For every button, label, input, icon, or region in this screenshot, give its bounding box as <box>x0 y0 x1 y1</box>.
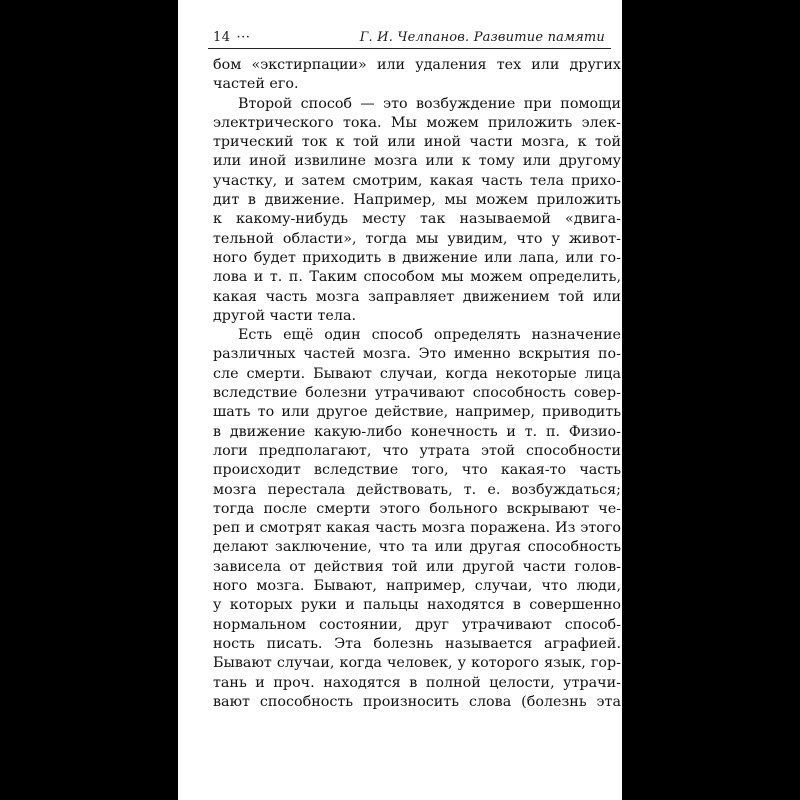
page-number-dots: ··· <box>236 30 251 45</box>
text-line: тельной области», тогда мы увидим, что у живот- <box>213 230 621 247</box>
body-text <box>213 56 621 712</box>
text-line: или иной извилине мозга или к тому или другому <box>213 153 621 170</box>
right-black-margin <box>622 0 800 800</box>
text-line: сле смерти. Бывают случаи, когда некоторые лица <box>213 365 621 382</box>
text-line: бом «экстирпации» или удаления тех или других <box>213 57 621 73</box>
header-rule <box>208 48 611 49</box>
book-page <box>178 0 622 800</box>
text-line: дит в движение. Например, мы можем приложить <box>213 192 621 209</box>
text-line: тань и проч. находятся в полной целости, утрачи- <box>213 674 621 691</box>
text-line: к какому-нибудь месту так называемой «двига- <box>213 211 621 228</box>
text-line: делают заключение, что та или другая способность <box>213 539 621 556</box>
text-line: нормальном состоянии, друг утрачивают способ- <box>213 616 621 633</box>
text-line: шать то или другое действие, например, приводить <box>213 404 621 421</box>
text-line: участку, и затем смотрим, какая часть тела прихо- <box>213 172 621 189</box>
running-head <box>208 30 611 48</box>
text-line: логи предполагают, что утрата этой способности <box>213 442 621 459</box>
text-line: лова и т. п. Таким способом мы можем определить, <box>213 269 621 286</box>
text-line: ного мозга. Бывают, например, случаи, что люди, <box>213 578 621 595</box>
paragraph-first-line: Есть ещё один способ определять назначение <box>238 327 621 344</box>
text-line: вают способность произносить слова (болезнь эта <box>213 693 621 710</box>
text-line: вследствие болезни утрачивают способность совер- <box>213 385 621 402</box>
text-line: Бывают случаи, когда человек, у которого язык, гор- <box>213 655 621 672</box>
page-number-value: 14 <box>213 30 231 45</box>
text-line: происходит вследствие того, что какая-то часть <box>213 462 621 479</box>
text-line: зависела от действия той или другой части голов- <box>213 558 621 575</box>
text-line: частей его. <box>213 76 299 93</box>
paragraph-first-line: Второй способ — это возбуждение при помощи <box>238 95 621 112</box>
text-line: различных частей мозга. Это именно вскрытия по- <box>213 346 621 363</box>
text-line: другой части тела. <box>213 307 357 324</box>
text-line: в движение какую-либо конечность и т. п. Физио- <box>213 423 621 440</box>
text-line: электрического тока. Мы можем приложить элек- <box>213 114 621 131</box>
left-black-margin <box>0 0 178 800</box>
text-line: тогда после смерти этого больного вскрывают че- <box>213 500 621 517</box>
page-number <box>213 30 250 45</box>
text-line: реп и смотрят какая часть мозга поражена. Из этого <box>213 520 621 537</box>
text-line: мозга перестала действовать, т. е. возбуждаться; <box>213 481 621 498</box>
text-line: ность писать. Эта болезнь называется аграфией. <box>213 635 621 652</box>
text-line: какая часть мозга заправляет движением той или <box>213 288 621 305</box>
text-line: трический ток к той или иной части мозга, к той <box>213 134 621 151</box>
text-line: ного будет приходить в движение или лапа, или го- <box>213 249 621 266</box>
text-line: у которых руки и пальцы находятся в совершенно <box>213 597 621 614</box>
running-title: Г. И. Челпанов. Развитие памяти <box>359 30 605 45</box>
